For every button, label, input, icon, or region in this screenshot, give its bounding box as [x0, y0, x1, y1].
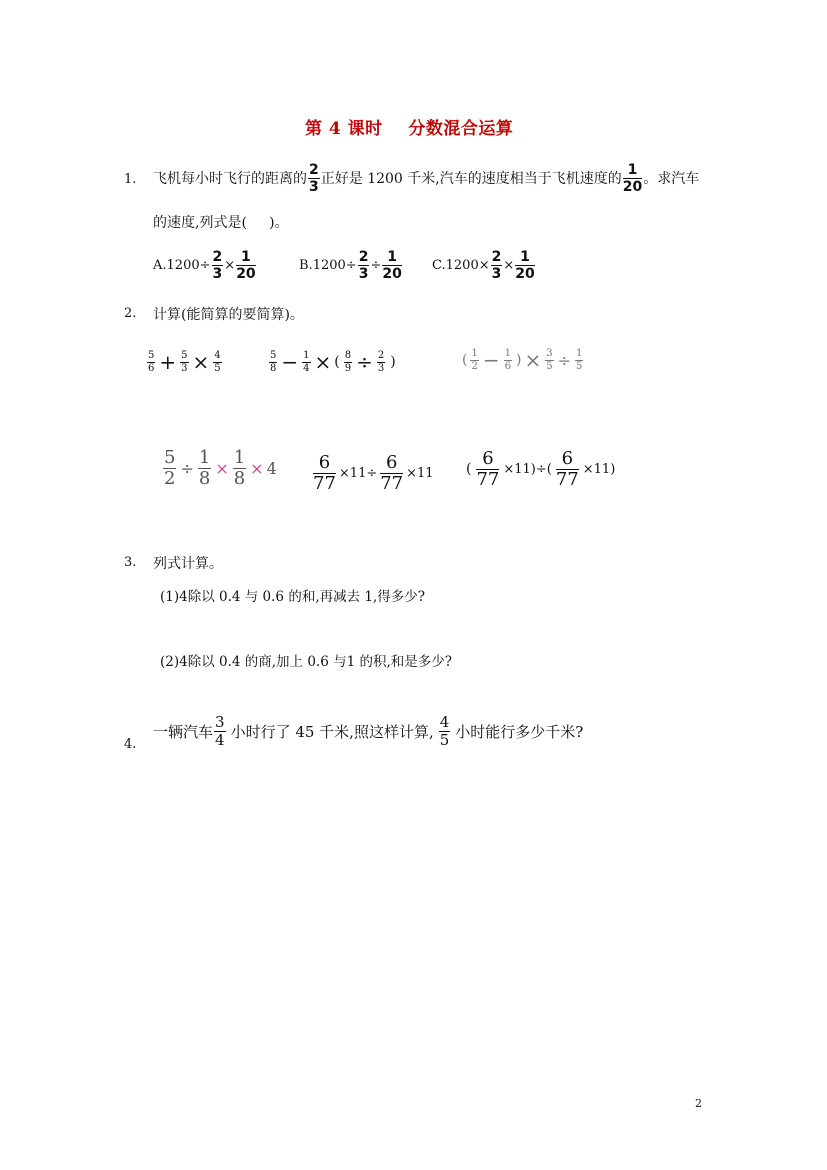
option-fraction: $\frac{1}{20}$ — [515, 248, 535, 282]
number: 4 — [266, 458, 277, 478]
fraction: $\frac{6}{77}$ — [313, 451, 336, 494]
option-fraction: $\frac{1}{20}$ — [382, 248, 402, 282]
q2-expression-1 — [146, 342, 223, 382]
q1-text-a: 飞机每小时飞行的距离的 — [153, 171, 307, 187]
operator: − — [281, 350, 299, 374]
option-label: C. — [432, 257, 446, 273]
q2-expression-6 — [466, 444, 615, 494]
q1-fraction-b: $\frac{1}{20}$ — [622, 161, 643, 195]
q4-fraction-a: $\frac{3}{4}$ — [215, 712, 225, 749]
fraction: $\frac{3}{5}$ — [546, 347, 553, 372]
expression-text: ×11 — [406, 465, 434, 481]
q2-text: 计算(能简算的要简算)。 — [153, 307, 304, 323]
operator: ÷ — [199, 257, 211, 273]
operator: × — [478, 257, 490, 273]
q2-number: 2. — [124, 306, 137, 321]
fraction: $\frac{1}{4}$ — [303, 349, 310, 374]
operator: × — [503, 257, 515, 273]
fraction: $\frac{1}{8}$ — [233, 446, 246, 489]
page-title: 第 4 课时 分数混合运算 — [305, 119, 514, 139]
fraction: $\frac{6}{77}$ — [555, 447, 579, 490]
q3-text: 列式计算。 — [153, 556, 223, 572]
fraction: $\frac{1}{6}$ — [504, 347, 511, 372]
q3-number: 3. — [124, 555, 137, 570]
paren: ) — [390, 354, 396, 370]
q1-text-c: 。求汽车 — [643, 171, 700, 187]
operator: × — [224, 257, 236, 273]
operator: × — [215, 458, 229, 478]
q4-text-a: 一辆汽车 — [153, 722, 214, 741]
q2-expression-5 — [312, 448, 434, 498]
option-fraction: $\frac{1}{20}$ — [236, 248, 256, 282]
page-number: 2 — [695, 1097, 702, 1110]
paren: ( — [462, 352, 468, 368]
q1-option-a — [153, 246, 257, 284]
operator: × — [192, 350, 210, 374]
operator: ÷ — [370, 257, 382, 273]
option-fraction: $\frac{2}{3}$ — [491, 248, 502, 282]
operator: ÷ — [356, 350, 373, 374]
paren: ( — [334, 354, 340, 370]
expression-text: ×11) — [582, 461, 616, 477]
operator: ÷ — [557, 350, 571, 370]
fraction: $\frac{5}{3}$ — [181, 349, 188, 374]
fraction: $\frac{5}{2}$ — [164, 446, 176, 489]
fraction: $\frac{1}{8}$ — [198, 446, 211, 489]
q1-option-b — [299, 246, 403, 284]
operator: ÷ — [345, 257, 357, 273]
fraction: $\frac{6}{77}$ — [476, 447, 500, 490]
option-fraction: $\frac{2}{3}$ — [212, 248, 223, 282]
q2-expression-3 — [462, 340, 584, 380]
q1-number: 1. — [124, 172, 137, 187]
option-number: 1200 — [166, 257, 200, 273]
q1-line2: 的速度,列式是( )。 — [153, 215, 289, 231]
operator: × — [524, 348, 542, 372]
q4-text-c: 小时能行多少千米? — [455, 722, 584, 741]
option-number: 1200 — [445, 257, 479, 273]
fraction: $\frac{8}{9}$ — [344, 349, 352, 374]
fraction: $\frac{4}{5}$ — [214, 349, 221, 374]
expression-text: ×11÷ — [338, 465, 378, 481]
operator: − — [482, 348, 500, 372]
operator: ÷ — [180, 458, 194, 478]
q1-fraction-a: $\frac{2}{3}$ — [309, 161, 319, 195]
q2-expression-2 — [268, 342, 396, 382]
option-number: 1200 — [312, 257, 346, 273]
q4-line — [153, 708, 583, 754]
fraction: $\frac{6}{77}$ — [380, 451, 404, 494]
q4-number: 4. — [124, 737, 137, 752]
operator: + — [159, 350, 177, 374]
fraction: $\frac{5}{6}$ — [148, 349, 155, 374]
q4-fraction-b: $\frac{4}{5}$ — [439, 712, 450, 749]
q1-line1 — [153, 158, 699, 198]
q4-text-b: 小时行了 45 千米,照这样计算, — [230, 722, 434, 741]
paren: ) — [515, 352, 522, 368]
fraction: $\frac{1}{5}$ — [576, 347, 583, 372]
fraction: $\frac{2}{3}$ — [377, 349, 385, 374]
q1-option-c — [432, 246, 536, 284]
q1-text-b: 正好是 1200 千米,汽车的速度相当于飞机速度的 — [320, 171, 622, 187]
q2-expression-4 — [162, 444, 277, 492]
fraction: $\frac{1}{2}$ — [471, 347, 478, 372]
expression-text: ×11)÷( — [503, 461, 552, 477]
operator: × — [314, 350, 332, 374]
paren: ( — [466, 461, 472, 477]
option-fraction: $\frac{2}{3}$ — [358, 248, 369, 282]
q3-sub-1: (1)4除以 0.4 与 0.6 的和,再减去 1,得多少? — [160, 589, 426, 605]
q3-sub-2: (2)4除以 0.4 的商,加上 0.6 与1 的积,和是多少? — [160, 654, 453, 670]
option-label: B. — [299, 257, 313, 273]
option-label: A. — [153, 257, 167, 273]
fraction: $\frac{5}{8}$ — [270, 349, 277, 374]
operator: × — [250, 458, 264, 478]
